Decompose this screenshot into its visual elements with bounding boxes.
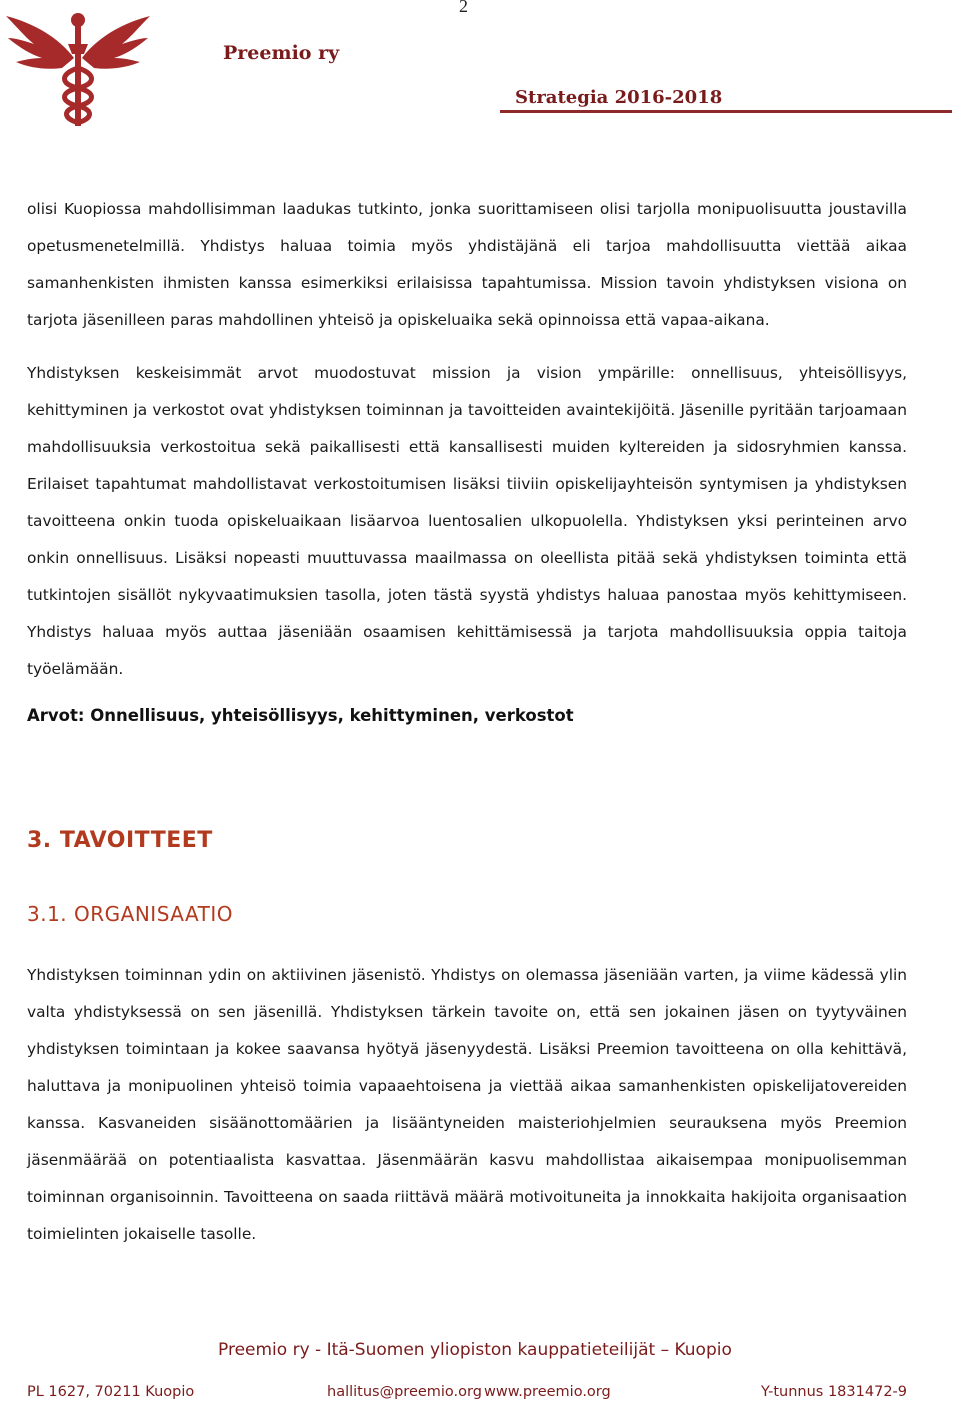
paragraph-mission: olisi Kuopiossa mahdollisimman laadukas tutkinto, jonka suorittamiseen olisi tarjolla monipuolisuutta joustavilla opetusmenetelmillä. Yhdistys haluaa toimia myös yhdistäjänä eli tarjoa mahdollisuutta viettää aikaa samanhenkisten ihmisten kanssa esimerkiksi erilaisissa tapahtumissa. Mission tavoin yhdistyksen visiona on tarjota jäsenilleen paras mahdollinen yhteisö ja opiskeluaika sekä opinnoissa että vapaa-aikana. (27, 200, 907, 329)
footer-email-link[interactable]: hallitus@preemio.org (327, 1384, 482, 1400)
caduceus-logo-icon (4, 8, 152, 130)
footer-business-id: Y-tunnus 1831472-9 (760, 1384, 907, 1400)
section-heading-tavoitteet: 3. TAVOITTEET (27, 828, 213, 853)
footer-website-link[interactable]: www.preemio.org (484, 1384, 611, 1400)
page-number: 2 (459, 0, 468, 16)
footer-contact-row (27, 1384, 907, 1408)
footer-address: PL 1627, 70211 Kuopio (27, 1384, 195, 1400)
paragraph-organisaatio: Yhdistyksen toiminnan ydin on aktiivinen jäsenistö. Yhdistys on olemassa jäseniään varten, ja viime kädessä ylin valta yhdistyksessä on sen jäsenillä. Yhdistyksen tärkein tavoite on, että sen jokainen jäsen on tyytyväinen yhdistyksen toimintaan ja kokee saavansa hyötyä jäsenyydestä. Lisäksi Preemion tavoitteena on olla kehittävä, haluttava ja monipuolinen yhteisö toimia vapaaehtoisena ja viettää aikaa samanhenkisten opiskelijatovereiden kanssa. Kasvaneiden sisäänottomäärien ja lisääntyneiden maisteriohjelmien seurauksena myös Preemion jäsenmäärää on potentiaalista kasvattaa. Jäsenmäärän kasvu mahdollistaa aikaisempaa monipuolisemman toiminnan organisoinnin. Tavoitteena on saada riittävä määrä motivoituneita ja innokkaita hakijoita organisaation toimielinten jokaiselle tasolle. (27, 966, 907, 1243)
footer-organization: Preemio ry - Itä-Suomen yliopiston kauppatieteilijät – Kuopio (218, 1340, 732, 1360)
strategy-title: Strategia 2016-2018 (515, 87, 723, 108)
subsection-heading-organisaatio: 3.1. ORGANISAATIO (27, 902, 233, 926)
organization-name: Preemio ry (223, 42, 340, 64)
paragraph-values: Yhdistyksen keskeisimmät arvot muodostuvat mission ja vision ympärille: onnellisuus, yhteisöllisyys, kehittyminen ja verkostot ovat yhdistyksen toiminnan ja tavoitteiden avaintekijöitä. Jäsenille pyritään tarjoamaan mahdollisuuksia verkostoitua sekä paikallisesti että kansallisesti muiden kyltereiden ja sidosryhmien kanssa. Erilaiset tapahtumat mahdollistavat verkostoitumisen lisäksi tiiviin opiskelijayhteisön syntymisen ja yhdistyksen tavoitteena onkin tuoda opiskeluaikaan lisäarvoa luentosalien ulkopuolella. Yhdistyksen yksi perinteinen arvo onkin onnellisuus. Lisäksi nopeasti muuttuvassa maailmassa on oleellista pitää sekä yhdistyksen toiminta että tutkintojen sisällöt nykyvaatimuksien tasolla, joten tästä syystä yhdistys haluaa panostaa myös kehittymiseen. Yhdistys haluaa myös auttaa jäseniään osaamisen kehittämisessä ja tarjota mahdollisuuksia oppia taitoja työelämään. (27, 364, 907, 678)
values-line: Arvot: Onnellisuus, yhteisöllisyys, kehittyminen, verkostot (27, 706, 574, 725)
